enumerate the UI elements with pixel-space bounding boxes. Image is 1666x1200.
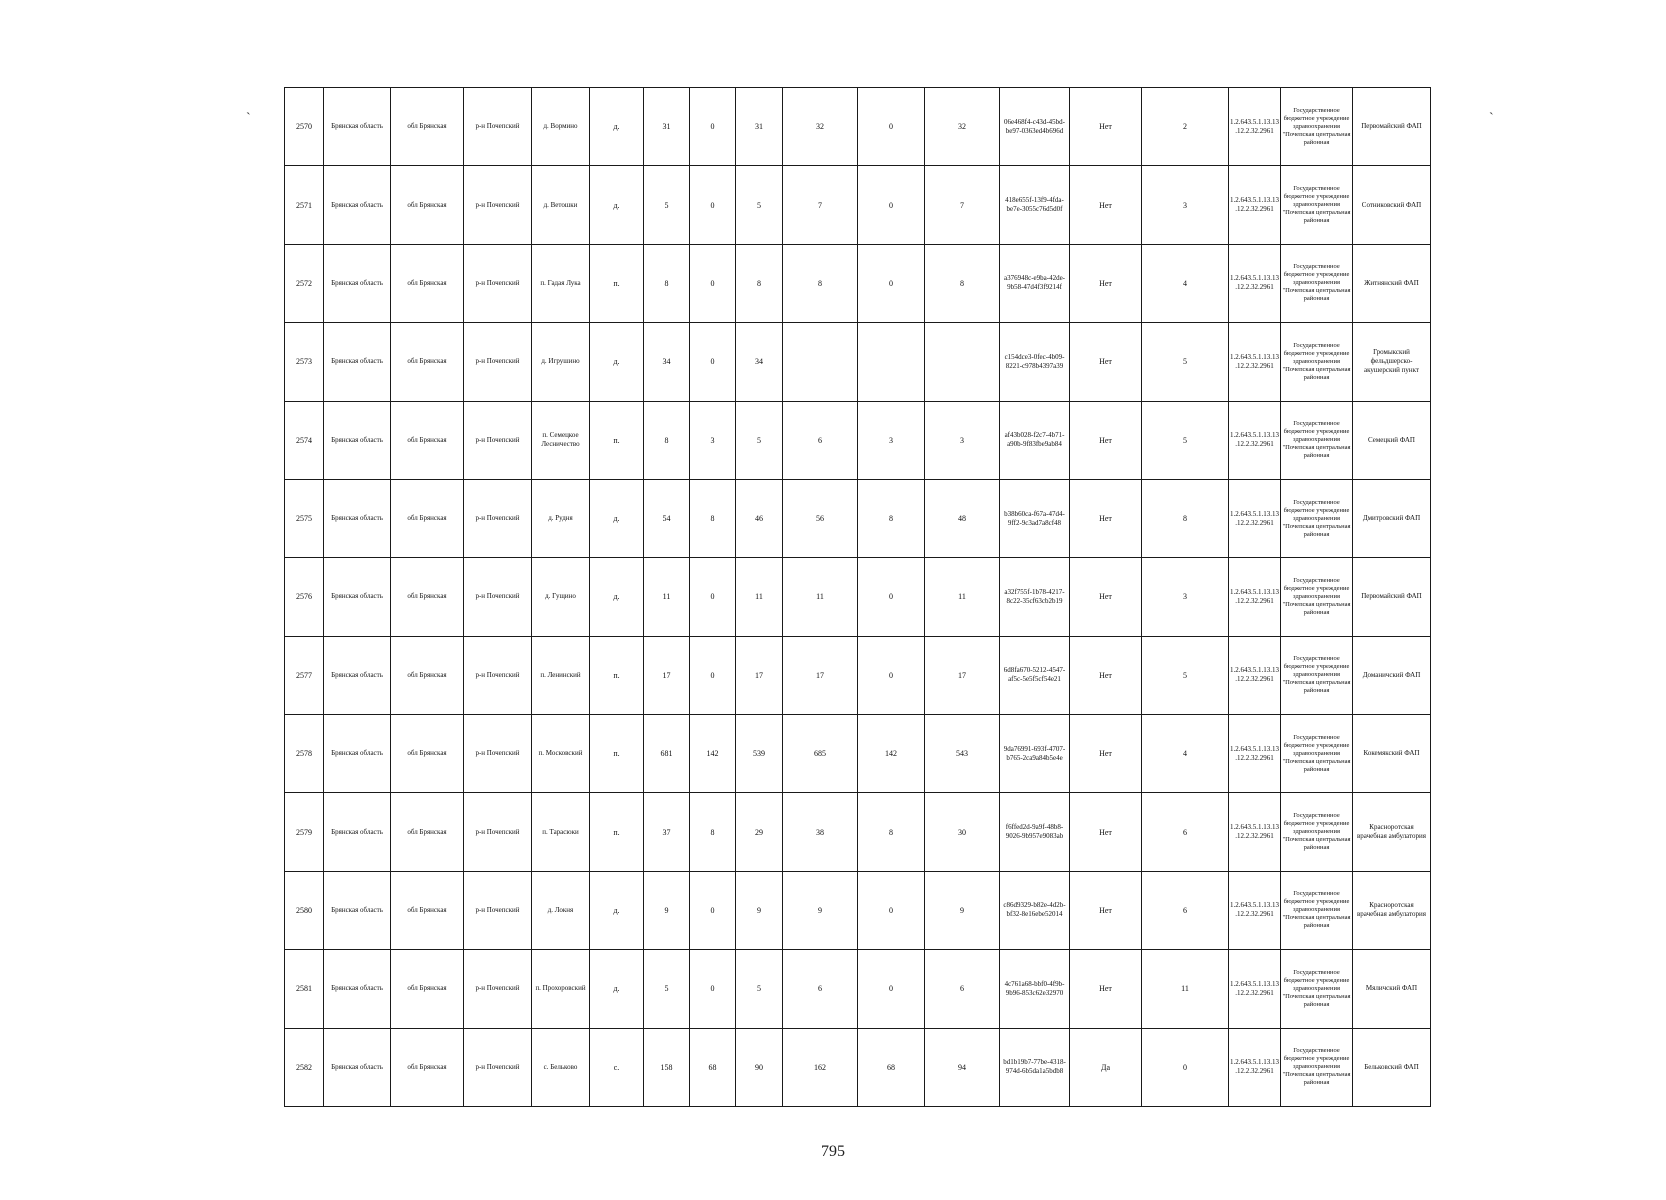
flag-cell: Нет <box>1070 715 1142 793</box>
facility-cell: Дмитровский ФАП <box>1353 479 1431 557</box>
population-col5-cell: 8 <box>925 244 1000 322</box>
population-col1-cell: 8 <box>690 793 736 871</box>
oid-code-cell: 1.2.643.5.1.13.13.12.2.32.2961 <box>1229 1028 1281 1107</box>
facility-cell: Семецкий ФАП <box>1353 401 1431 479</box>
table-row <box>285 166 1431 244</box>
organization-cell: Государственное бюджетное учреждение здравоохранения "Почепская центральная районная <box>1281 871 1353 949</box>
scan-mark-left: ` <box>246 111 251 126</box>
population-col2-cell: 46 <box>736 479 783 557</box>
settlement-type-cell: д. <box>590 323 644 401</box>
settlement-type-cell: д. <box>590 479 644 557</box>
population-col1-cell: 0 <box>690 558 736 636</box>
population-col3-cell: 6 <box>783 950 858 1028</box>
row-number: 2581 <box>285 950 324 1028</box>
population-col2-cell: 9 <box>736 871 783 949</box>
settlement-cell: д. Ветошки <box>532 166 590 244</box>
district-cell: р-н Почепский <box>464 636 532 714</box>
distance-cell: 5 <box>1142 401 1229 479</box>
population-col1-cell: 8 <box>690 479 736 557</box>
settlement-type-cell: д. <box>590 88 644 166</box>
population-col3-cell: 32 <box>783 88 858 166</box>
distance-cell: 3 <box>1142 558 1229 636</box>
row-number: 2571 <box>285 166 324 244</box>
population-col1-cell: 142 <box>690 715 736 793</box>
settlement-registry-table <box>284 87 1431 1107</box>
area-cell: обл Брянская <box>391 88 464 166</box>
table-row <box>285 950 1431 1028</box>
population-col2-cell: 5 <box>736 166 783 244</box>
district-cell: р-н Почепский <box>464 244 532 322</box>
flag-cell: Нет <box>1070 244 1142 322</box>
settlement-cell: п. Гадая Лука <box>532 244 590 322</box>
population-total-cell: 11 <box>644 558 690 636</box>
flag-cell: Нет <box>1070 88 1142 166</box>
region-cell: Брянская область <box>324 88 391 166</box>
oid-code-cell: 1.2.643.5.1.13.13.12.2.32.2961 <box>1229 479 1281 557</box>
scan-mark-right: ` <box>1489 111 1494 126</box>
table-row <box>285 401 1431 479</box>
organization-cell: Государственное бюджетное учреждение здравоохранения "Почепская центральная районная <box>1281 401 1353 479</box>
population-col1-cell: 0 <box>690 950 736 1028</box>
population-col1-cell: 0 <box>690 88 736 166</box>
district-cell: р-н Почепский <box>464 715 532 793</box>
settlement-cell: п. Московский <box>532 715 590 793</box>
population-total-cell: 8 <box>644 401 690 479</box>
flag-cell: Нет <box>1070 479 1142 557</box>
row-number: 2575 <box>285 479 324 557</box>
population-col2-cell: 29 <box>736 793 783 871</box>
organization-cell: Государственное бюджетное учреждение здравоохранения "Почепская центральная районная <box>1281 479 1353 557</box>
table-row <box>285 558 1431 636</box>
settlement-type-cell: п. <box>590 401 644 479</box>
population-col3-cell: 11 <box>783 558 858 636</box>
settlement-cell: п. Тарасюки <box>532 793 590 871</box>
population-col1-cell: 0 <box>690 244 736 322</box>
flag-cell: Нет <box>1070 636 1142 714</box>
population-col5-cell: 48 <box>925 479 1000 557</box>
facility-cell: Красноротская врачебная амбулатория <box>1353 793 1431 871</box>
population-col4-cell: 8 <box>858 479 925 557</box>
population-col3-cell: 685 <box>783 715 858 793</box>
population-col4-cell: 0 <box>858 244 925 322</box>
population-col1-cell: 0 <box>690 166 736 244</box>
population-col4-cell <box>858 323 925 401</box>
area-cell: обл Брянская <box>391 636 464 714</box>
population-total-cell: 17 <box>644 636 690 714</box>
population-col1-cell: 0 <box>690 871 736 949</box>
district-cell: р-н Почепский <box>464 793 532 871</box>
settlement-type-cell: д. <box>590 558 644 636</box>
population-total-cell: 8 <box>644 244 690 322</box>
district-cell: р-н Почепский <box>464 401 532 479</box>
flag-cell: Нет <box>1070 558 1142 636</box>
table-row <box>285 88 1431 166</box>
settlement-type-cell: д. <box>590 950 644 1028</box>
population-total-cell: 5 <box>644 166 690 244</box>
area-cell: обл Брянская <box>391 401 464 479</box>
population-total-cell: 37 <box>644 793 690 871</box>
population-col5-cell: 3 <box>925 401 1000 479</box>
organization-cell: Государственное бюджетное учреждение здравоохранения "Почепская центральная районная <box>1281 558 1353 636</box>
distance-cell: 4 <box>1142 244 1229 322</box>
distance-cell: 2 <box>1142 88 1229 166</box>
region-cell: Брянская область <box>324 479 391 557</box>
settlement-type-cell: п. <box>590 244 644 322</box>
population-col4-cell: 8 <box>858 793 925 871</box>
fias-id-cell: c86d9329-b82e-4d2b-bf32-8e16ebe52014 <box>1000 871 1070 949</box>
district-cell: р-н Почепский <box>464 166 532 244</box>
oid-code-cell: 1.2.643.5.1.13.13.12.2.32.2961 <box>1229 401 1281 479</box>
organization-cell: Государственное бюджетное учреждение здравоохранения "Почепская центральная районная <box>1281 950 1353 1028</box>
fias-id-cell: 06e468f4-c43d-45bd-be97-0363ed4b696d <box>1000 88 1070 166</box>
population-col4-cell: 0 <box>858 871 925 949</box>
settlement-cell: с. Бельково <box>532 1028 590 1107</box>
area-cell: обл Брянская <box>391 166 464 244</box>
region-cell: Брянская область <box>324 323 391 401</box>
population-col2-cell: 17 <box>736 636 783 714</box>
area-cell: обл Брянская <box>391 1028 464 1107</box>
population-col5-cell: 6 <box>925 950 1000 1028</box>
distance-cell: 6 <box>1142 871 1229 949</box>
table-row <box>285 1028 1431 1107</box>
population-col2-cell: 90 <box>736 1028 783 1107</box>
region-cell: Брянская область <box>324 950 391 1028</box>
population-col4-cell: 0 <box>858 558 925 636</box>
population-col3-cell: 6 <box>783 401 858 479</box>
row-number: 2582 <box>285 1028 324 1107</box>
flag-cell: Да <box>1070 1028 1142 1107</box>
area-cell: обл Брянская <box>391 558 464 636</box>
population-col3-cell <box>783 323 858 401</box>
page-number: 795 <box>821 1143 845 1160</box>
fias-id-cell: 9da76991-693f-4707-b765-2ca9a84b5e4e <box>1000 715 1070 793</box>
population-col4-cell: 0 <box>858 950 925 1028</box>
population-col4-cell: 68 <box>858 1028 925 1107</box>
area-cell: обл Брянская <box>391 323 464 401</box>
population-col3-cell: 7 <box>783 166 858 244</box>
population-col2-cell: 5 <box>736 950 783 1028</box>
area-cell: обл Брянская <box>391 793 464 871</box>
fias-id-cell: af43b028-f2c7-4b71-a90b-9f83fbe9ab84 <box>1000 401 1070 479</box>
fias-id-cell: b38b60ca-f67a-47d4-9ff2-9c3ad7a8cf48 <box>1000 479 1070 557</box>
facility-cell: Житнянский ФАП <box>1353 244 1431 322</box>
settlement-cell: д. Игрушино <box>532 323 590 401</box>
population-total-cell: 681 <box>644 715 690 793</box>
population-col3-cell: 38 <box>783 793 858 871</box>
population-col2-cell: 31 <box>736 88 783 166</box>
distance-cell: 8 <box>1142 479 1229 557</box>
table-row <box>285 871 1431 949</box>
settlement-type-cell: с. <box>590 1028 644 1107</box>
oid-code-cell: 1.2.643.5.1.13.13.12.2.32.2961 <box>1229 166 1281 244</box>
population-total-cell: 31 <box>644 88 690 166</box>
area-cell: обл Брянская <box>391 479 464 557</box>
table-body <box>285 88 1431 1107</box>
fias-id-cell: 6d8fa670-5212-4547-af5c-5e5f5cf54e21 <box>1000 636 1070 714</box>
row-number: 2579 <box>285 793 324 871</box>
district-cell: р-н Почепский <box>464 323 532 401</box>
settlement-type-cell: п. <box>590 793 644 871</box>
fias-id-cell: f6ffed2d-9a9f-48b8-9026-9b957e9083ab <box>1000 793 1070 871</box>
settlement-cell: п. Ленинский <box>532 636 590 714</box>
area-cell: обл Брянская <box>391 244 464 322</box>
flag-cell: Нет <box>1070 401 1142 479</box>
facility-cell: Первомайский ФАП <box>1353 88 1431 166</box>
row-number: 2576 <box>285 558 324 636</box>
population-col3-cell: 56 <box>783 479 858 557</box>
oid-code-cell: 1.2.643.5.1.13.13.12.2.32.2961 <box>1229 244 1281 322</box>
oid-code-cell: 1.2.643.5.1.13.13.12.2.32.2961 <box>1229 793 1281 871</box>
population-col2-cell: 539 <box>736 715 783 793</box>
oid-code-cell: 1.2.643.5.1.13.13.12.2.32.2961 <box>1229 871 1281 949</box>
fias-id-cell: 418e655f-13f9-4fda-be7e-3055c76d5d0f <box>1000 166 1070 244</box>
population-col1-cell: 68 <box>690 1028 736 1107</box>
organization-cell: Государственное бюджетное учреждение здравоохранения "Почепская центральная районная <box>1281 244 1353 322</box>
oid-code-cell: 1.2.643.5.1.13.13.12.2.32.2961 <box>1229 715 1281 793</box>
population-col4-cell: 0 <box>858 166 925 244</box>
population-col3-cell: 9 <box>783 871 858 949</box>
organization-cell: Государственное бюджетное учреждение здравоохранения "Почепская центральная районная <box>1281 88 1353 166</box>
settlement-type-cell: п. <box>590 715 644 793</box>
population-col1-cell: 3 <box>690 401 736 479</box>
district-cell: р-н Почепский <box>464 1028 532 1107</box>
population-col5-cell: 9 <box>925 871 1000 949</box>
district-cell: р-н Почепский <box>464 558 532 636</box>
population-col4-cell: 142 <box>858 715 925 793</box>
table-row <box>285 479 1431 557</box>
organization-cell: Государственное бюджетное учреждение здравоохранения "Почепская центральная районная <box>1281 1028 1353 1107</box>
settlement-type-cell: п. <box>590 636 644 714</box>
row-number: 2578 <box>285 715 324 793</box>
distance-cell: 5 <box>1142 323 1229 401</box>
fias-id-cell: bd1b19b7-77be-4318-974d-6b5da1a5bdb8 <box>1000 1028 1070 1107</box>
district-cell: р-н Почепский <box>464 950 532 1028</box>
population-col4-cell: 0 <box>858 636 925 714</box>
district-cell: р-н Почепский <box>464 479 532 557</box>
fias-id-cell: 4c761a68-bbf0-4f9b-9b96-853c62e32970 <box>1000 950 1070 1028</box>
region-cell: Брянская область <box>324 715 391 793</box>
region-cell: Брянская область <box>324 166 391 244</box>
distance-cell: 0 <box>1142 1028 1229 1107</box>
region-cell: Брянская область <box>324 401 391 479</box>
organization-cell: Государственное бюджетное учреждение здравоохранения "Почепская центральная районная <box>1281 715 1353 793</box>
settlement-type-cell: д. <box>590 166 644 244</box>
area-cell: обл Брянская <box>391 950 464 1028</box>
settlement-cell: д. Локня <box>532 871 590 949</box>
district-cell: р-н Почепский <box>464 871 532 949</box>
population-total-cell: 158 <box>644 1028 690 1107</box>
distance-cell: 4 <box>1142 715 1229 793</box>
population-col5-cell: 17 <box>925 636 1000 714</box>
population-col5-cell: 543 <box>925 715 1000 793</box>
row-number: 2572 <box>285 244 324 322</box>
facility-cell: Доманичский ФАП <box>1353 636 1431 714</box>
population-col5-cell: 30 <box>925 793 1000 871</box>
settlement-cell: п. Семецкое Лесничество <box>532 401 590 479</box>
population-col3-cell: 17 <box>783 636 858 714</box>
population-col4-cell: 3 <box>858 401 925 479</box>
facility-cell: Первомайский ФАП <box>1353 558 1431 636</box>
population-col5-cell: 32 <box>925 88 1000 166</box>
population-total-cell: 9 <box>644 871 690 949</box>
distance-cell: 3 <box>1142 166 1229 244</box>
district-cell: р-н Почепский <box>464 88 532 166</box>
population-col4-cell: 0 <box>858 88 925 166</box>
population-col5-cell: 94 <box>925 1028 1000 1107</box>
organization-cell: Государственное бюджетное учреждение здравоохранения "Почепская центральная районная <box>1281 323 1353 401</box>
region-cell: Брянская область <box>324 244 391 322</box>
organization-cell: Государственное бюджетное учреждение здравоохранения "Почепская центральная районная <box>1281 793 1353 871</box>
oid-code-cell: 1.2.643.5.1.13.13.12.2.32.2961 <box>1229 950 1281 1028</box>
distance-cell: 11 <box>1142 950 1229 1028</box>
region-cell: Брянская область <box>324 1028 391 1107</box>
population-total-cell: 54 <box>644 479 690 557</box>
facility-cell: Мяличский ФАП <box>1353 950 1431 1028</box>
settlement-cell: д. Гущино <box>532 558 590 636</box>
row-number: 2573 <box>285 323 324 401</box>
population-col2-cell: 34 <box>736 323 783 401</box>
row-number: 2580 <box>285 871 324 949</box>
settlement-cell: д. Вормино <box>532 88 590 166</box>
table-row <box>285 244 1431 322</box>
population-col1-cell: 0 <box>690 323 736 401</box>
distance-cell: 5 <box>1142 636 1229 714</box>
fias-id-cell: c154dce3-0fec-4b09-8221-c978b4397a39 <box>1000 323 1070 401</box>
organization-cell: Государственное бюджетное учреждение здравоохранения "Почепская центральная районная <box>1281 166 1353 244</box>
settlement-cell: д. Рудня <box>532 479 590 557</box>
oid-code-cell: 1.2.643.5.1.13.13.12.2.32.2961 <box>1229 558 1281 636</box>
facility-cell: Громыкский фельдшерско-акушерский пункт <box>1353 323 1431 401</box>
facility-cell: Кокемякский ФАП <box>1353 715 1431 793</box>
region-cell: Брянская область <box>324 636 391 714</box>
oid-code-cell: 1.2.643.5.1.13.13.12.2.32.2961 <box>1229 636 1281 714</box>
population-col5-cell <box>925 323 1000 401</box>
oid-code-cell: 1.2.643.5.1.13.13.12.2.32.2961 <box>1229 88 1281 166</box>
population-col2-cell: 8 <box>736 244 783 322</box>
flag-cell: Нет <box>1070 793 1142 871</box>
organization-cell: Государственное бюджетное учреждение здравоохранения "Почепская центральная районная <box>1281 636 1353 714</box>
population-col2-cell: 5 <box>736 401 783 479</box>
population-total-cell: 5 <box>644 950 690 1028</box>
flag-cell: Нет <box>1070 950 1142 1028</box>
fias-id-cell: a32f755f-1b78-4217-8c22-35cf63cb2b19 <box>1000 558 1070 636</box>
oid-code-cell: 1.2.643.5.1.13.13.12.2.32.2961 <box>1229 323 1281 401</box>
settlement-type-cell: д. <box>590 871 644 949</box>
flag-cell: Нет <box>1070 166 1142 244</box>
flag-cell: Нет <box>1070 323 1142 401</box>
row-number: 2577 <box>285 636 324 714</box>
facility-cell: Красноротская врачебная амбулатория <box>1353 871 1431 949</box>
row-number: 2574 <box>285 401 324 479</box>
fias-id-cell: a376948c-e9ba-42de-9b58-47d4f3f9214f <box>1000 244 1070 322</box>
region-cell: Брянская область <box>324 793 391 871</box>
population-total-cell: 34 <box>644 323 690 401</box>
population-col5-cell: 11 <box>925 558 1000 636</box>
population-col2-cell: 11 <box>736 558 783 636</box>
region-cell: Брянская область <box>324 871 391 949</box>
settlement-cell: п. Прохоровский <box>532 950 590 1028</box>
table-row <box>285 715 1431 793</box>
facility-cell: Сотниковский ФАП <box>1353 166 1431 244</box>
flag-cell: Нет <box>1070 871 1142 949</box>
population-col5-cell: 7 <box>925 166 1000 244</box>
distance-cell: 6 <box>1142 793 1229 871</box>
facility-cell: Бельковский ФАП <box>1353 1028 1431 1107</box>
table-row <box>285 793 1431 871</box>
table-row <box>285 323 1431 401</box>
population-col3-cell: 162 <box>783 1028 858 1107</box>
population-col1-cell: 0 <box>690 636 736 714</box>
table-row <box>285 636 1431 714</box>
population-col3-cell: 8 <box>783 244 858 322</box>
area-cell: обл Брянская <box>391 871 464 949</box>
region-cell: Брянская область <box>324 558 391 636</box>
row-number: 2570 <box>285 88 324 166</box>
area-cell: обл Брянская <box>391 715 464 793</box>
